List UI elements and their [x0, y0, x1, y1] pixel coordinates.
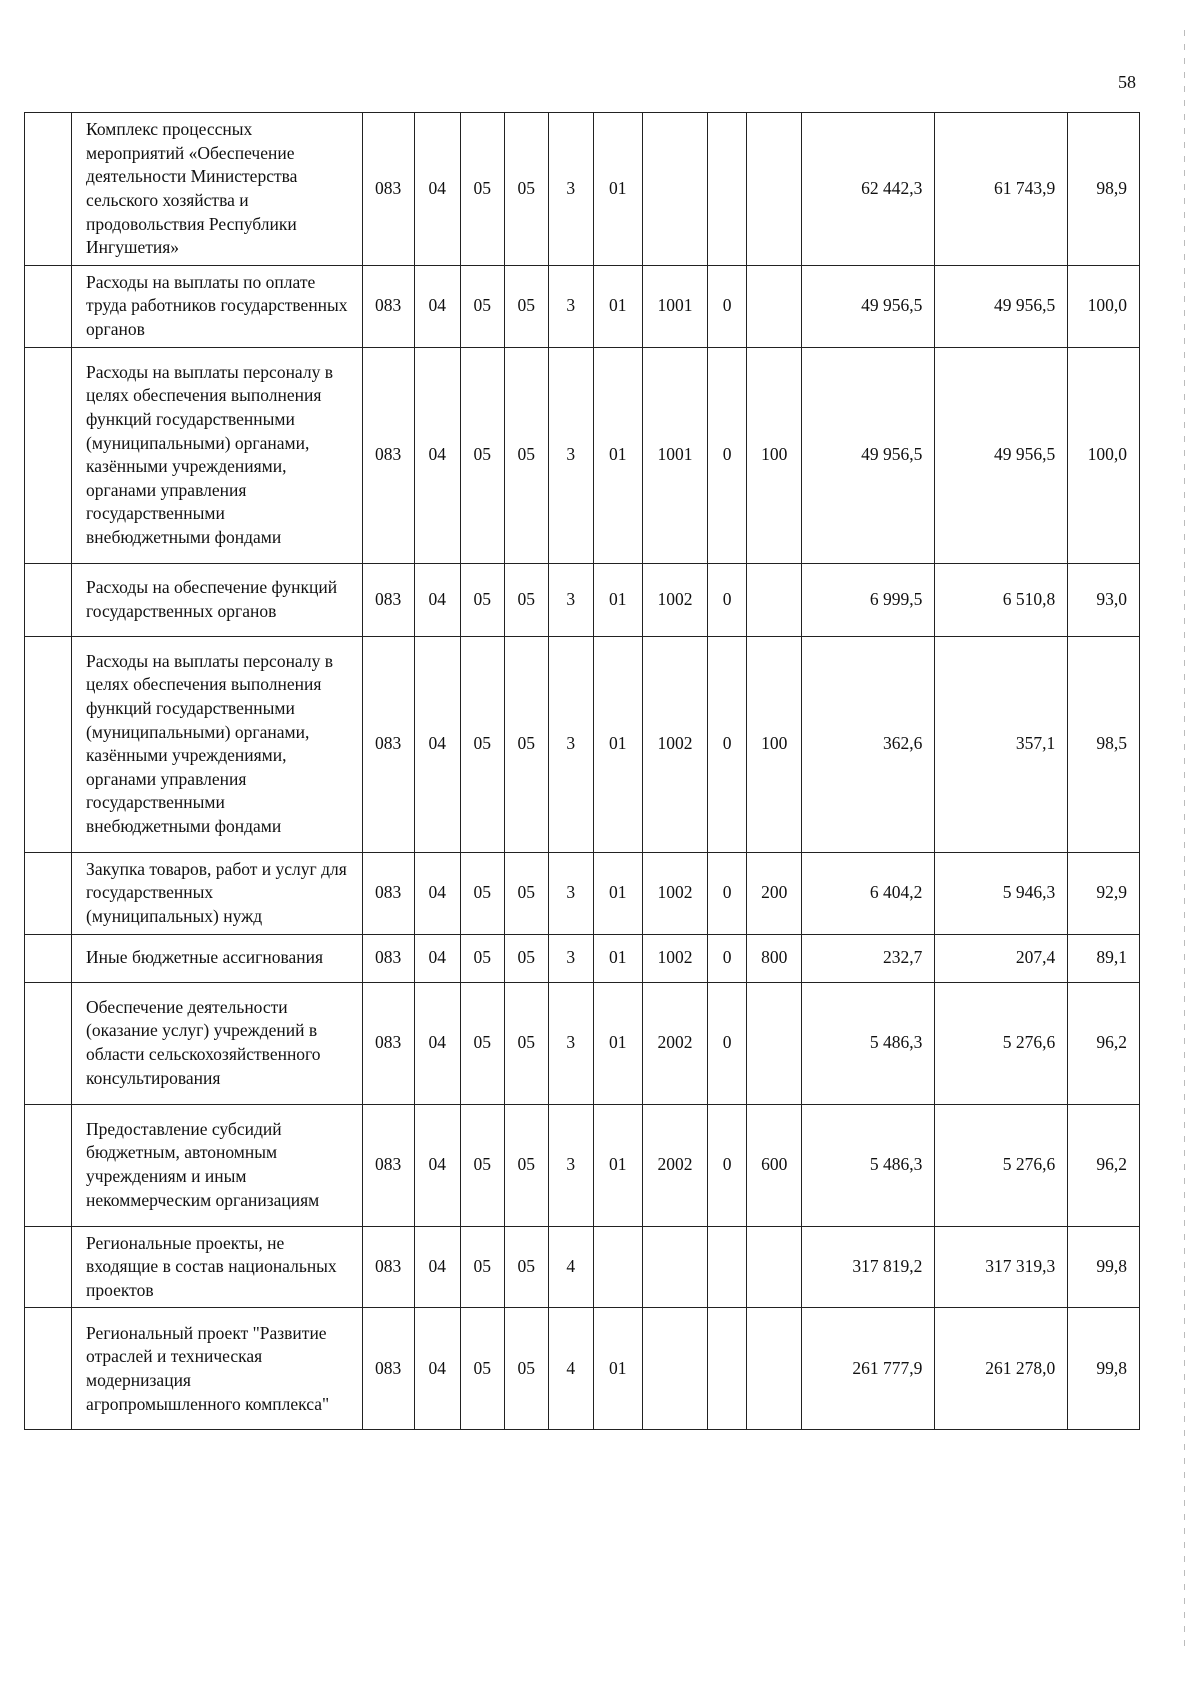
row-number-cell: [25, 636, 72, 852]
row-number-cell: [25, 1308, 72, 1430]
expense-name: Расходы на обеспечение функций государственных органов: [72, 563, 363, 636]
code-grbs: 083: [362, 1308, 414, 1430]
code-vr: 100: [747, 636, 802, 852]
expense-name: Расходы на выплаты персоналу в целях обеспечения выполнения функций государственными (муниципальными) органами, казёнными учреждениями, органами управления государственными внебюджетными фондами: [72, 636, 363, 852]
code-p2: 3: [548, 265, 593, 347]
code-p4: [642, 1226, 707, 1308]
plan-amount: 232,7: [802, 934, 935, 982]
code-rz: 04: [414, 265, 460, 347]
percent-executed: 98,9: [1068, 113, 1140, 266]
code-p2: 3: [548, 347, 593, 563]
fact-amount: 6 510,8: [935, 563, 1068, 636]
expense-name: Комплекс процессных мероприятий «Обеспечение деятельности Министерства сельского хозяйства и продовольствия Республики Ингушетия»: [72, 113, 363, 266]
code-pr: 05: [460, 1104, 504, 1226]
plan-amount: 261 777,9: [802, 1308, 935, 1430]
code-vr: [747, 982, 802, 1104]
table-row: [25, 113, 1140, 266]
fact-amount: 5 276,6: [935, 982, 1068, 1104]
code-p3: [593, 1226, 642, 1308]
code-rz: 04: [414, 347, 460, 563]
budget-table: [24, 112, 1140, 1430]
code-p2: 3: [548, 934, 593, 982]
row-number-cell: [25, 982, 72, 1104]
code-p1: 05: [504, 113, 548, 266]
code-p3: 01: [593, 563, 642, 636]
code-p1: 05: [504, 563, 548, 636]
fact-amount: 317 319,3: [935, 1226, 1068, 1308]
code-p1: 05: [504, 852, 548, 934]
code-vr: 100: [747, 347, 802, 563]
plan-amount: 5 486,3: [802, 1104, 935, 1226]
code-p2: 3: [548, 636, 593, 852]
code-p3: 01: [593, 982, 642, 1104]
row-number-cell: [25, 1226, 72, 1308]
fact-amount: 61 743,9: [935, 113, 1068, 266]
expense-name: Расходы на выплаты по оплате труда работников государственных органов: [72, 265, 363, 347]
code-p3: 01: [593, 347, 642, 563]
percent-executed: 100,0: [1068, 265, 1140, 347]
code-rz: 04: [414, 563, 460, 636]
code-p2: 3: [548, 1104, 593, 1226]
code-p3: 01: [593, 852, 642, 934]
scan-edge-artifact: [1184, 30, 1185, 1650]
code-p5: 0: [708, 265, 747, 347]
code-p3: 01: [593, 1104, 642, 1226]
code-p1: 05: [504, 934, 548, 982]
code-p4: 2002: [642, 982, 707, 1104]
expense-name: Региональный проект "Развитие отраслей и техническая модернизация агропромышленного комплекса": [72, 1308, 363, 1430]
code-p4: 1002: [642, 636, 707, 852]
code-pr: 05: [460, 982, 504, 1104]
row-number-cell: [25, 563, 72, 636]
code-vr: 800: [747, 934, 802, 982]
code-vr: [747, 265, 802, 347]
code-grbs: 083: [362, 563, 414, 636]
code-p1: 05: [504, 982, 548, 1104]
code-p2: 4: [548, 1226, 593, 1308]
code-grbs: 083: [362, 982, 414, 1104]
code-p3: 01: [593, 934, 642, 982]
table-row: [25, 265, 1140, 347]
code-p5: 0: [708, 852, 747, 934]
expense-name: Обеспечение деятельности (оказание услуг) учреждений в области сельскохозяйственного консультирования: [72, 982, 363, 1104]
fact-amount: 207,4: [935, 934, 1068, 982]
code-p5: 0: [708, 636, 747, 852]
expense-name: Расходы на выплаты персоналу в целях обеспечения выполнения функций государственными (муниципальными) органами, казёнными учреждениями, органами управления государственными внебюджетными фондами: [72, 347, 363, 563]
code-p2: 4: [548, 1308, 593, 1430]
code-vr: [747, 113, 802, 266]
fact-amount: 5 946,3: [935, 852, 1068, 934]
code-p4: [642, 1308, 707, 1430]
fact-amount: 5 276,6: [935, 1104, 1068, 1226]
row-number-cell: [25, 1104, 72, 1226]
fact-amount: 357,1: [935, 636, 1068, 852]
code-p5: 0: [708, 982, 747, 1104]
code-pr: 05: [460, 347, 504, 563]
plan-amount: 6 999,5: [802, 563, 935, 636]
fact-amount: 261 278,0: [935, 1308, 1068, 1430]
table-row: [25, 1226, 1140, 1308]
code-p2: 3: [548, 852, 593, 934]
code-rz: 04: [414, 1308, 460, 1430]
code-pr: 05: [460, 113, 504, 266]
code-p5: [708, 1308, 747, 1430]
plan-amount: 362,6: [802, 636, 935, 852]
percent-executed: 99,8: [1068, 1308, 1140, 1430]
plan-amount: 317 819,2: [802, 1226, 935, 1308]
code-p2: 3: [548, 982, 593, 1104]
percent-executed: 99,8: [1068, 1226, 1140, 1308]
code-p1: 05: [504, 1308, 548, 1430]
code-p5: [708, 1226, 747, 1308]
code-vr: [747, 1226, 802, 1308]
code-rz: 04: [414, 113, 460, 266]
percent-executed: 93,0: [1068, 563, 1140, 636]
code-vr: [747, 1308, 802, 1430]
code-p5: [708, 113, 747, 266]
code-rz: 04: [414, 1226, 460, 1308]
code-p1: 05: [504, 636, 548, 852]
percent-executed: 100,0: [1068, 347, 1140, 563]
percent-executed: 96,2: [1068, 1104, 1140, 1226]
code-p5: 0: [708, 934, 747, 982]
code-pr: 05: [460, 636, 504, 852]
plan-amount: 49 956,5: [802, 265, 935, 347]
code-pr: 05: [460, 934, 504, 982]
code-grbs: 083: [362, 934, 414, 982]
code-rz: 04: [414, 1104, 460, 1226]
expense-name: Региональные проекты, не входящие в состав национальных проектов: [72, 1226, 363, 1308]
table-row: [25, 1308, 1140, 1430]
row-number-cell: [25, 113, 72, 266]
code-p1: 05: [504, 1226, 548, 1308]
code-grbs: 083: [362, 265, 414, 347]
row-number-cell: [25, 347, 72, 563]
plan-amount: 6 404,2: [802, 852, 935, 934]
table-row: [25, 852, 1140, 934]
code-grbs: 083: [362, 1104, 414, 1226]
code-p2: 3: [548, 563, 593, 636]
row-number-cell: [25, 265, 72, 347]
code-grbs: 083: [362, 1226, 414, 1308]
code-vr: [747, 563, 802, 636]
percent-executed: 92,9: [1068, 852, 1140, 934]
expense-name: Иные бюджетные ассигнования: [72, 934, 363, 982]
code-p1: 05: [504, 347, 548, 563]
plan-amount: 49 956,5: [802, 347, 935, 563]
code-rz: 04: [414, 852, 460, 934]
code-p1: 05: [504, 1104, 548, 1226]
table-row: [25, 934, 1140, 982]
code-pr: 05: [460, 563, 504, 636]
code-p4: 1002: [642, 563, 707, 636]
percent-executed: 98,5: [1068, 636, 1140, 852]
code-p1: 05: [504, 265, 548, 347]
table-row: [25, 347, 1140, 563]
code-p4: 1001: [642, 265, 707, 347]
expense-name: Предоставление субсидий бюджетным, автономным учреждениям и иным некоммерческим организациям: [72, 1104, 363, 1226]
plan-amount: 5 486,3: [802, 982, 935, 1104]
code-rz: 04: [414, 636, 460, 852]
code-p5: 0: [708, 347, 747, 563]
expense-name: Закупка товаров, работ и услуг для государственных (муниципальных) нужд: [72, 852, 363, 934]
code-vr: 600: [747, 1104, 802, 1226]
code-p3: 01: [593, 636, 642, 852]
code-p4: 1001: [642, 347, 707, 563]
table-row: [25, 636, 1140, 852]
code-rz: 04: [414, 934, 460, 982]
table-row: [25, 563, 1140, 636]
code-p4: 2002: [642, 1104, 707, 1226]
row-number-cell: [25, 852, 72, 934]
code-pr: 05: [460, 852, 504, 934]
code-pr: 05: [460, 1226, 504, 1308]
code-rz: 04: [414, 982, 460, 1104]
code-p4: 1002: [642, 852, 707, 934]
code-grbs: 083: [362, 852, 414, 934]
code-grbs: 083: [362, 636, 414, 852]
code-p2: 3: [548, 113, 593, 266]
code-vr: 200: [747, 852, 802, 934]
code-p3: 01: [593, 1308, 642, 1430]
row-number-cell: [25, 934, 72, 982]
code-p5: 0: [708, 1104, 747, 1226]
percent-executed: 89,1: [1068, 934, 1140, 982]
fact-amount: 49 956,5: [935, 265, 1068, 347]
table-row: [25, 1104, 1140, 1226]
fact-amount: 49 956,5: [935, 347, 1068, 563]
code-p4: [642, 113, 707, 266]
code-grbs: 083: [362, 347, 414, 563]
code-grbs: 083: [362, 113, 414, 266]
code-p3: 01: [593, 113, 642, 266]
table-row: [25, 982, 1140, 1104]
plan-amount: 62 442,3: [802, 113, 935, 266]
code-p4: 1002: [642, 934, 707, 982]
code-p3: 01: [593, 265, 642, 347]
page-number: 58: [1118, 72, 1136, 92]
code-p5: 0: [708, 563, 747, 636]
code-pr: 05: [460, 265, 504, 347]
percent-executed: 96,2: [1068, 982, 1140, 1104]
code-pr: 05: [460, 1308, 504, 1430]
